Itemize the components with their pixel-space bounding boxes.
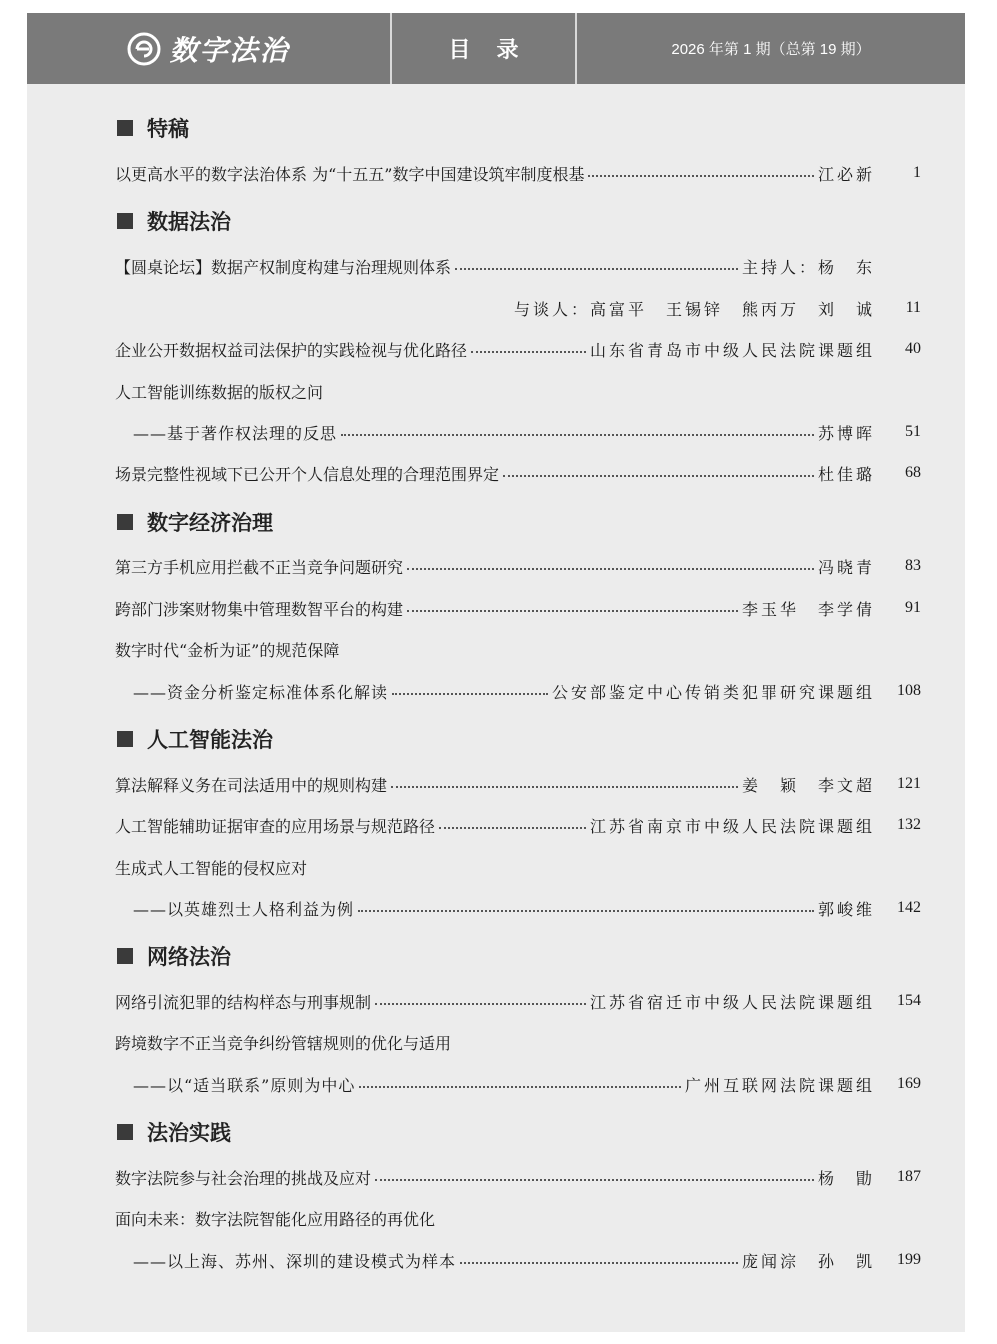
entry-page: 199	[897, 1251, 921, 1268]
entry-title: 面向未来：数字法院智能化应用路径的再优化	[115, 1209, 436, 1229]
entry-page: 83	[905, 557, 921, 574]
section-title: 数据法治	[147, 210, 231, 234]
dot-leader	[375, 1179, 814, 1181]
dot-leader	[455, 268, 738, 270]
dot-leader	[392, 693, 548, 695]
entry-page: 132	[897, 816, 921, 833]
toc-entry-subtitle[interactable]	[133, 420, 921, 444]
toc-entry[interactable]	[115, 254, 921, 278]
entry-title: 【圆桌论坛】数据产权制度构建与治理规则体系	[115, 257, 452, 277]
dot-leader	[407, 610, 738, 612]
dot-leader	[341, 434, 814, 436]
toc-entry-subtitle[interactable]	[133, 1072, 921, 1096]
entry-author: 主持人：杨 东	[741, 257, 875, 277]
toc-entry[interactable]	[115, 461, 921, 485]
entry-author: 庞闻淙 孙 凯	[741, 1251, 875, 1271]
entry-author: 与谈人：高富平 王锡锌 熊丙万 刘 诚	[513, 299, 875, 319]
entry-title: 第三方手机应用拦截不正当竞争问题研究	[115, 557, 404, 577]
entry-page: 169	[897, 1075, 921, 1092]
section-heading	[117, 1118, 231, 1146]
dot-leader	[358, 910, 814, 912]
section-square-icon	[117, 1124, 133, 1140]
toc-entry[interactable]	[115, 379, 921, 403]
entry-title: 人工智能训练数据的版权之问	[115, 382, 324, 402]
entry-page: 108	[897, 682, 921, 699]
entry-author: 李玉华 李学倩	[741, 599, 875, 619]
entry-title: 跨境数字不正当竞争纠纷管辖规则的优化与适用	[115, 1033, 452, 1053]
toc-entry[interactable]	[115, 296, 921, 320]
toc-entry[interactable]	[115, 596, 921, 620]
entry-author: 江必新	[817, 164, 875, 184]
toc-entry[interactable]	[115, 1165, 921, 1189]
toc-entry-subtitle[interactable]	[133, 679, 921, 703]
entry-author: 冯晓青	[817, 557, 875, 577]
entry-title: 网络引流犯罪的结构样态与刑事规制	[115, 992, 372, 1012]
entry-author: 山东省青岛市中级人民法院课题组	[589, 340, 875, 360]
toc-entry[interactable]	[115, 1206, 921, 1230]
section-title: 特稿	[147, 117, 189, 141]
entry-title: 人工智能辅助证据审查的应用场景与规范路径	[115, 816, 436, 836]
toc-entry-subtitle[interactable]	[133, 896, 921, 920]
section-square-icon	[117, 213, 133, 229]
toc-entry[interactable]	[115, 337, 921, 361]
issue-info: 2026 年第 1 期（总第 19 期）	[671, 41, 871, 58]
section-heading	[117, 508, 273, 536]
entry-title: ——基于著作权法理的反思	[133, 423, 338, 443]
entry-author: 广州互联网法院课题组	[684, 1075, 875, 1095]
section-title: 人工智能法治	[147, 728, 273, 752]
dot-leader	[471, 351, 586, 353]
toc-entry[interactable]	[115, 813, 921, 837]
toc-page	[27, 13, 965, 1332]
entry-page: 1	[913, 164, 921, 181]
entry-page: 91	[905, 599, 921, 616]
header-bar	[27, 13, 965, 84]
toc-entry[interactable]	[115, 989, 921, 1013]
dot-leader	[359, 1086, 681, 1088]
section-heading	[117, 207, 231, 235]
brand-name: 数字法治	[169, 33, 290, 67]
toc-heading: 目录	[448, 38, 545, 63]
dot-leader	[460, 1262, 738, 1264]
entry-page: 68	[905, 464, 921, 481]
section-square-icon	[117, 731, 133, 747]
entry-author: 杜佳璐	[817, 464, 875, 484]
entry-title: 数字法院参与社会治理的挑战及应对	[115, 1168, 372, 1188]
entry-title: ——资金分析鉴定标准体系化解读	[133, 682, 389, 702]
entry-author: 杨 勖	[817, 1168, 875, 1188]
entry-author: 公安部鉴定中心传销类犯罪研究课题组	[551, 682, 875, 702]
entry-page: 187	[897, 1168, 921, 1185]
section-heading	[117, 942, 231, 970]
entry-title: ——以“适当联系”原则为中心	[133, 1075, 356, 1095]
entry-title: ——以英雄烈士人格利益为例	[133, 899, 355, 919]
journal-logo-icon	[127, 32, 161, 66]
toc-entry-subtitle[interactable]	[133, 1248, 921, 1272]
section-title: 网络法治	[147, 945, 231, 969]
dot-leader	[439, 827, 586, 829]
section-square-icon	[117, 120, 133, 136]
entry-page: 154	[897, 992, 921, 1009]
entry-page: 51	[905, 423, 921, 440]
dot-leader	[588, 175, 814, 177]
section-title: 法治实践	[147, 1121, 231, 1145]
toc-entry[interactable]	[115, 772, 921, 796]
entry-author: 郭峻维	[817, 899, 875, 919]
entry-title: 企业公开数据权益司法保护的实践检视与优化路径	[115, 340, 468, 360]
toc-entry[interactable]	[115, 637, 921, 661]
entry-title: 数字时代“金析为证”的规范保障	[115, 640, 340, 660]
section-title: 数字经济治理	[147, 511, 273, 535]
entry-page: 11	[905, 299, 921, 316]
entry-title: 以更高水平的数字法治体系 为“十五五”数字中国建设筑牢制度根基	[115, 164, 585, 184]
section-square-icon	[117, 514, 133, 530]
entry-page: 142	[897, 899, 921, 916]
section-square-icon	[117, 948, 133, 964]
entry-title: ——以上海、苏州、深圳的建设模式为样本	[133, 1251, 457, 1271]
dot-leader	[407, 568, 814, 570]
entry-author: 江苏省宿迁市中级人民法院课题组	[589, 992, 875, 1012]
toc-entry[interactable]	[115, 1030, 921, 1054]
dot-leader	[391, 786, 738, 788]
entry-page: 40	[905, 340, 921, 357]
dot-leader	[375, 1003, 586, 1005]
entry-author: 姜 颖 李文超	[741, 775, 875, 795]
entry-author: 江苏省南京市中级人民法院课题组	[589, 816, 875, 836]
entry-page: 121	[897, 775, 921, 792]
dot-leader	[503, 475, 814, 477]
section-heading	[117, 725, 273, 753]
toc-entry[interactable]	[115, 554, 921, 578]
entry-author: 苏博晖	[817, 423, 875, 443]
toc-entry[interactable]	[115, 161, 921, 185]
entry-title: 跨部门涉案财物集中管理数智平台的构建	[115, 599, 404, 619]
entry-title: 生成式人工智能的侵权应对	[115, 858, 308, 878]
brand	[27, 13, 390, 84]
toc-entry[interactable]	[115, 855, 921, 879]
entry-title: 场景完整性视域下已公开个人信息处理的合理范围界定	[115, 464, 500, 484]
section-heading	[117, 114, 189, 142]
entry-title: 算法解释义务在司法适用中的规则构建	[115, 775, 388, 795]
